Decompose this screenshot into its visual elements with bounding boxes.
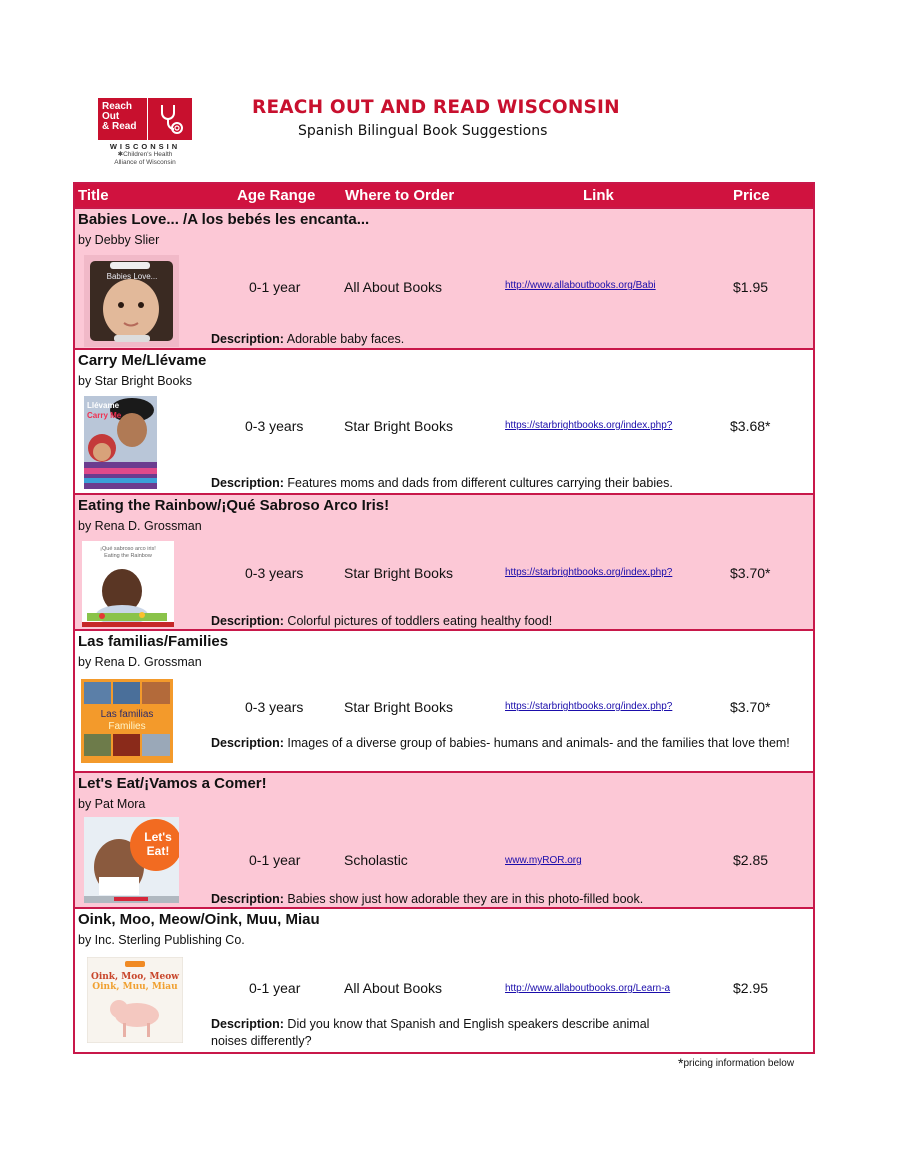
age-range: 0-3 years — [245, 699, 304, 715]
order-link[interactable]: https://starbrightbooks.org/index.php? — [505, 701, 673, 712]
price: $2.85 — [733, 852, 769, 868]
book-description — [211, 735, 811, 752]
logo-partner-line-2: Alliance of Wisconsin — [114, 159, 176, 166]
column-header-link: Link — [583, 187, 614, 204]
order-link[interactable]: www.myROR.org — [505, 855, 582, 866]
price: $3.68* — [730, 418, 771, 434]
page-subtitle: Spanish Bilingual Book Suggestions — [298, 123, 548, 139]
description-text: Features moms and dads from different cultures carrying their babies. — [287, 476, 673, 490]
description-text: Colorful pictures of toddlers eating healthy food! — [287, 614, 553, 628]
svg-text:Carry Me: Carry Me — [87, 411, 122, 420]
partner-name: Children's Health — [123, 151, 173, 158]
svg-text:Let's: Let's — [144, 830, 172, 844]
description-label: Description: — [211, 332, 284, 346]
svg-text:Las familias: Las familias — [100, 709, 154, 720]
asterisk: * — [678, 1055, 684, 1071]
where-to-order: Star Bright Books — [344, 565, 453, 581]
description-label: Description: — [211, 892, 284, 906]
book-cover-las-familias-icon — [81, 679, 173, 763]
svg-text:Eat!: Eat! — [146, 844, 170, 858]
star-icon: ✱ — [117, 151, 124, 158]
book-table — [73, 182, 815, 1054]
order-link[interactable]: https://starbrightbooks.org/index.php? — [505, 567, 673, 578]
description-text: Adorable baby faces. — [286, 332, 405, 346]
column-header-title: Title — [78, 187, 109, 204]
book-author: by Debby Slier — [78, 233, 160, 247]
svg-text:Oink, Muu, Miau: Oink, Muu, Miau — [92, 982, 178, 992]
svg-text:Llévame: Llévame — [87, 401, 120, 410]
book-title: Oink, Moo, Meow/Oink, Muu, Miau — [78, 911, 320, 928]
logo-line-1: Reach — [102, 101, 133, 112]
age-range: 0-1 year — [249, 279, 301, 295]
pricing-footnote — [678, 1055, 794, 1071]
book-author: by Star Bright Books — [78, 374, 192, 388]
price: $1.95 — [733, 279, 769, 295]
reach-out-and-read-logo — [98, 98, 192, 167]
svg-text:Eating the Rainbow: Eating the Rainbow — [104, 553, 152, 559]
description-text: Babies show just how adorable they are in this photo-filled book. — [287, 892, 644, 906]
book-cover-carry-me-icon — [84, 396, 157, 489]
where-to-order: All About Books — [344, 980, 443, 996]
table-row — [75, 207, 813, 348]
book-author: by Rena D. Grossman — [78, 655, 202, 669]
description-label: Description: — [211, 736, 284, 750]
description-text: Images of a diverse group of babies- humans and animals- and the families that love them! — [287, 736, 790, 750]
order-link[interactable]: http://www.allaboutbooks.org/Learn-a — [505, 983, 671, 994]
book-cover-lets-eat-icon — [84, 817, 179, 903]
svg-text:Babies Love...: Babies Love... — [106, 272, 158, 281]
column-header-age-range: Age Range — [237, 187, 316, 204]
book-cover-babies-love-icon — [84, 255, 179, 347]
logo-wordmark — [98, 98, 148, 140]
svg-text:Oink, Moo, Meow: Oink, Moo, Meow — [91, 972, 179, 982]
stethoscope-icon — [148, 98, 192, 140]
book-author: by Inc. Sterling Publishing Co. — [78, 933, 245, 947]
description-text: Did you know that Spanish and English speakers describe animal noises differently? — [211, 1017, 650, 1048]
svg-text:¡Qué sabroso arco iris!: ¡Qué sabroso arco iris! — [100, 546, 156, 552]
table-row — [75, 907, 813, 1052]
table-row — [75, 348, 813, 493]
logo-line-2: Out — [102, 111, 120, 122]
book-title: Babies Love... /A los bebés les encanta... — [78, 211, 370, 228]
book-description — [211, 613, 731, 630]
footnote-text: pricing information below — [683, 1058, 795, 1069]
description-label: Description: — [211, 1017, 284, 1031]
order-link[interactable]: http://www.allaboutbooks.org/Babi — [505, 280, 656, 291]
book-title: Let's Eat/¡Vamos a Comer! — [78, 775, 267, 792]
description-label: Description: — [211, 614, 284, 628]
age-range: 0-1 year — [249, 980, 301, 996]
svg-text:Families: Families — [108, 721, 146, 732]
age-range: 0-1 year — [249, 852, 301, 868]
logo-state: WISCONSIN — [109, 142, 181, 151]
price: $2.95 — [733, 980, 769, 996]
table-header-row — [75, 184, 813, 207]
book-cover-eating-rainbow-icon — [82, 541, 174, 627]
logo-partner-line-1 — [98, 151, 192, 159]
table-row — [75, 629, 813, 771]
column-header-price: Price — [733, 187, 770, 204]
book-title: Eating the Rainbow/¡Qué Sabroso Arco Iris! — [78, 497, 390, 514]
price: $3.70* — [730, 699, 771, 715]
where-to-order: Scholastic — [344, 852, 408, 868]
book-description — [211, 331, 731, 348]
logo-line-3: & Read — [102, 121, 137, 132]
book-title: Las familias/Families — [78, 633, 229, 650]
book-author: by Rena D. Grossman — [78, 519, 202, 533]
book-description — [211, 1016, 681, 1050]
table-row — [75, 771, 813, 907]
book-cover-oink-moo-meow-icon — [87, 957, 183, 1043]
where-to-order: Star Bright Books — [344, 418, 453, 434]
age-range: 0-3 years — [245, 418, 304, 434]
book-description — [211, 475, 731, 492]
book-description — [211, 891, 731, 908]
logo-badge — [98, 98, 192, 140]
description-label: Description: — [211, 476, 284, 490]
book-title: Carry Me/Llévame — [78, 352, 207, 369]
age-range: 0-3 years — [245, 565, 304, 581]
column-header-where-to-order: Where to Order — [345, 187, 455, 204]
where-to-order: Star Bright Books — [344, 699, 453, 715]
price: $3.70* — [730, 565, 771, 581]
book-author: by Pat Mora — [78, 797, 146, 811]
where-to-order: All About Books — [344, 279, 443, 295]
order-link[interactable]: https://starbrightbooks.org/index.php? — [505, 420, 673, 431]
table-row — [75, 493, 813, 629]
page-title: REACH OUT AND READ WISCONSIN — [252, 97, 620, 118]
